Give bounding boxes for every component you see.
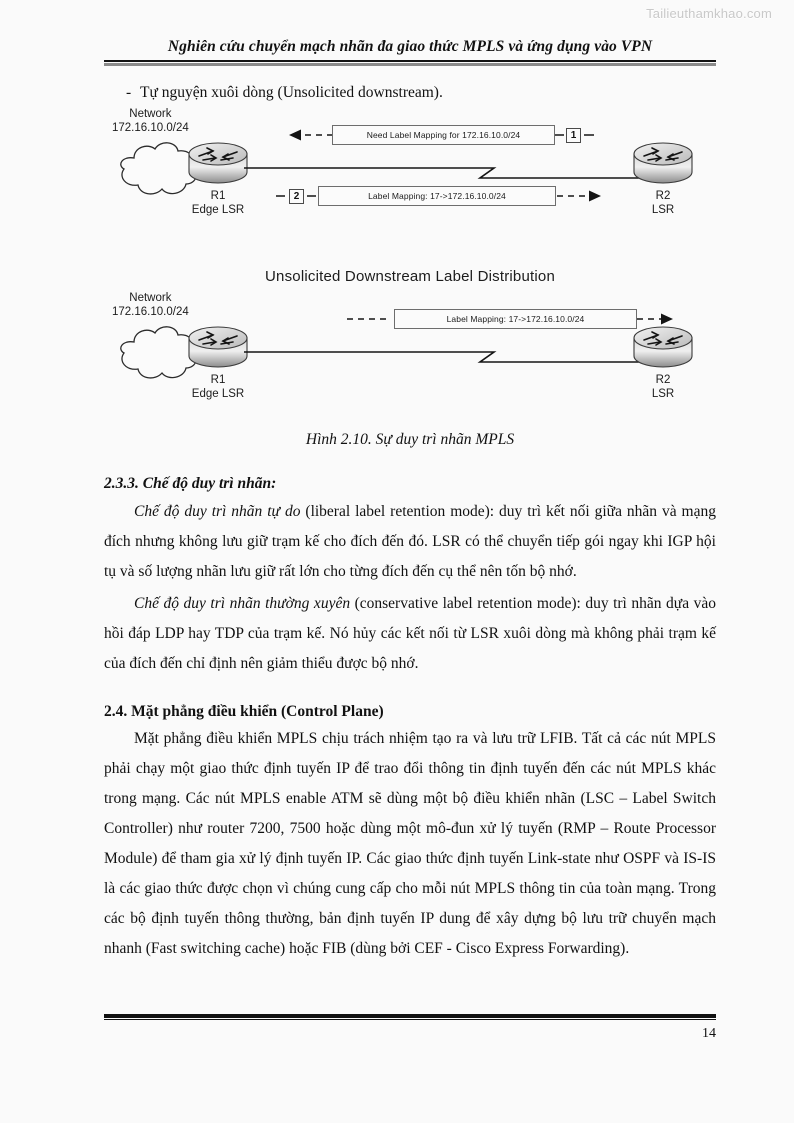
router-r1-icon bbox=[187, 142, 249, 188]
figure-caption: Hình 2.10. Sự duy trì nhãn MPLS bbox=[305, 431, 515, 448]
footer-rule-line-thin bbox=[104, 1019, 716, 1020]
router-r1-label-2 bbox=[187, 374, 249, 401]
paragraph-rest-2: (conservative label retention mode): duy trì nhãn dựa vào hồi đáp LDP hay TDP của trạm kế. Nó hủy các kết nối từ LSR xuôi dòng mà không phải trạm kế của đích đến chỉ định nên giảm thiểu được bộ nhớ. bbox=[104, 595, 716, 672]
link-line-r1-r2-2 bbox=[244, 348, 649, 364]
message-box-label-mapping: Label Mapping: 17->172.16.10.0/24 bbox=[318, 186, 556, 206]
router-r2-role: LSR bbox=[651, 203, 675, 216]
dashes-left-of-message-2 bbox=[347, 312, 395, 326]
watermark: Tailieuthamkhao.com bbox=[646, 6, 772, 21]
figure1-network-label-line2: 172.16.10.0/24 bbox=[112, 121, 189, 134]
figure1-network-label bbox=[112, 108, 189, 135]
page-number: 14 bbox=[702, 1026, 716, 1041]
step-number-1: 1 bbox=[566, 128, 581, 143]
paragraph-conservative-retention bbox=[104, 589, 716, 679]
section-heading-2-3-3: 2.3.3. Chế độ duy trì nhãn: bbox=[104, 475, 277, 492]
router-r2-icon bbox=[632, 142, 694, 188]
message-box-need-label-mapping: Need Label Mapping for 172.16.10.0/24 bbox=[332, 125, 555, 145]
figure2-network-label-line2: 172.16.10.0/24 bbox=[112, 305, 189, 318]
dash-bottom-right-of-step2 bbox=[305, 189, 319, 203]
paragraph-rest-1: (liberal label retention mode): duy trì kết nối giữa nhãn và mạng đích nhưng không lưu giữ trạm kế cho đích đến đó. LSR có thể chuyển tiếp gói ngay khi IGP hội tụ và số lượng nhãn lưu giữ rất lớn cho từng đích đến cụ thể nên tốn bộ nhớ. bbox=[104, 503, 716, 580]
bullet-text: Tự nguyện xuôi dòng (Unsolicited downstream). bbox=[140, 84, 443, 101]
bullet-dash: - bbox=[126, 84, 132, 101]
footer-rule bbox=[104, 1014, 716, 1020]
figure-unsolicited-downstream bbox=[104, 268, 716, 413]
arrow-right-bottom bbox=[557, 189, 613, 203]
running-header bbox=[104, 38, 716, 56]
step-number-2: 2 bbox=[289, 189, 304, 204]
dash-bottom-left-of-step2 bbox=[276, 189, 290, 203]
router-r2-name: R2 bbox=[655, 190, 671, 202]
paragraph-lead-italic-2: Chế độ duy trì nhãn thường xuyên bbox=[134, 595, 351, 612]
link-line-r1-r2 bbox=[244, 164, 649, 180]
paragraph-control-plane bbox=[104, 724, 716, 964]
figure2-title: Unsolicited Downstream Label Distribution bbox=[265, 268, 555, 285]
router-r1-name: R1 bbox=[210, 190, 226, 202]
router-r2-label bbox=[632, 190, 694, 217]
router-r1-label bbox=[187, 190, 249, 217]
paragraph-liberal-retention bbox=[104, 497, 716, 587]
bullet-item bbox=[126, 84, 716, 102]
router-r2-icon-2 bbox=[632, 326, 694, 372]
dash-top-right-of-step1 bbox=[582, 128, 598, 142]
paragraph-rest-3: Mặt phẳng điều khiển MPLS chịu trách nhiệm tạo ra và lưu trữ LFIB. Tất cả các nút MPLS phải chạy một giao thức định tuyến IP để trao đổi thông tin định tuyến đến các nút MPLS khác trong mạng. Các nút MPLS enable ATM sẽ dùng một bộ điều khiển nhãn (LSC – Label Switch Controller) như router 7200, 7500 hoặc dùng một mô-đun xử lý tuyến (RMP – Route Processor Module) để tham gia xử lý định tuyến IP. Các giao thức định tuyến Link-state như OSPF và IS-IS là các giao thức được chọn vì chúng cung cấp cho mỗi nút MPLS thông tin của toàn mạng. Trong các bộ định tuyến thông thường, bản định tuyến IP dung để xây dựng bộ lưu trữ chuyển mạch nhanh (Fast switching cache) hoặc FIB (dùng bởi CEF - Cisco Express Forwarding). bbox=[104, 730, 716, 957]
arrow-right-message-2 bbox=[637, 312, 683, 326]
page-content bbox=[104, 78, 716, 966]
router-r2-name-2: R2 bbox=[655, 374, 671, 386]
figure2-network-label-line1: Network bbox=[129, 292, 172, 304]
figure1-network-label-line1: Network bbox=[129, 108, 172, 120]
router-r1-role-2: Edge LSR bbox=[191, 387, 245, 400]
router-r2-role-2: LSR bbox=[651, 387, 675, 400]
router-r1-name-2: R1 bbox=[210, 374, 226, 386]
paragraph-lead-italic-1: Chế độ duy trì nhãn tự do bbox=[134, 503, 301, 520]
router-r1-icon-2 bbox=[187, 326, 249, 372]
arrow-left-top bbox=[277, 128, 335, 142]
header-rule-line-thin bbox=[104, 60, 716, 62]
figure2-network-label bbox=[112, 292, 189, 319]
router-r1-role: Edge LSR bbox=[191, 203, 245, 216]
header-title: Nghiên cứu chuyển mạch nhãn đa giao thức MPLS và ứng dụng vào VPN bbox=[167, 38, 653, 55]
router-r2-label-2 bbox=[632, 374, 694, 401]
section-heading-2-4: 2.4. Mặt phẳng điều khiển (Control Plane) bbox=[104, 703, 384, 720]
header-rule bbox=[104, 60, 716, 66]
figure-solicited-downstream bbox=[104, 106, 716, 246]
header-rule-line-thick bbox=[104, 63, 716, 67]
message-box-label-mapping-2: Label Mapping: 17->172.16.10.0/24 bbox=[394, 309, 637, 329]
footer-rule-line-thick bbox=[104, 1014, 716, 1018]
